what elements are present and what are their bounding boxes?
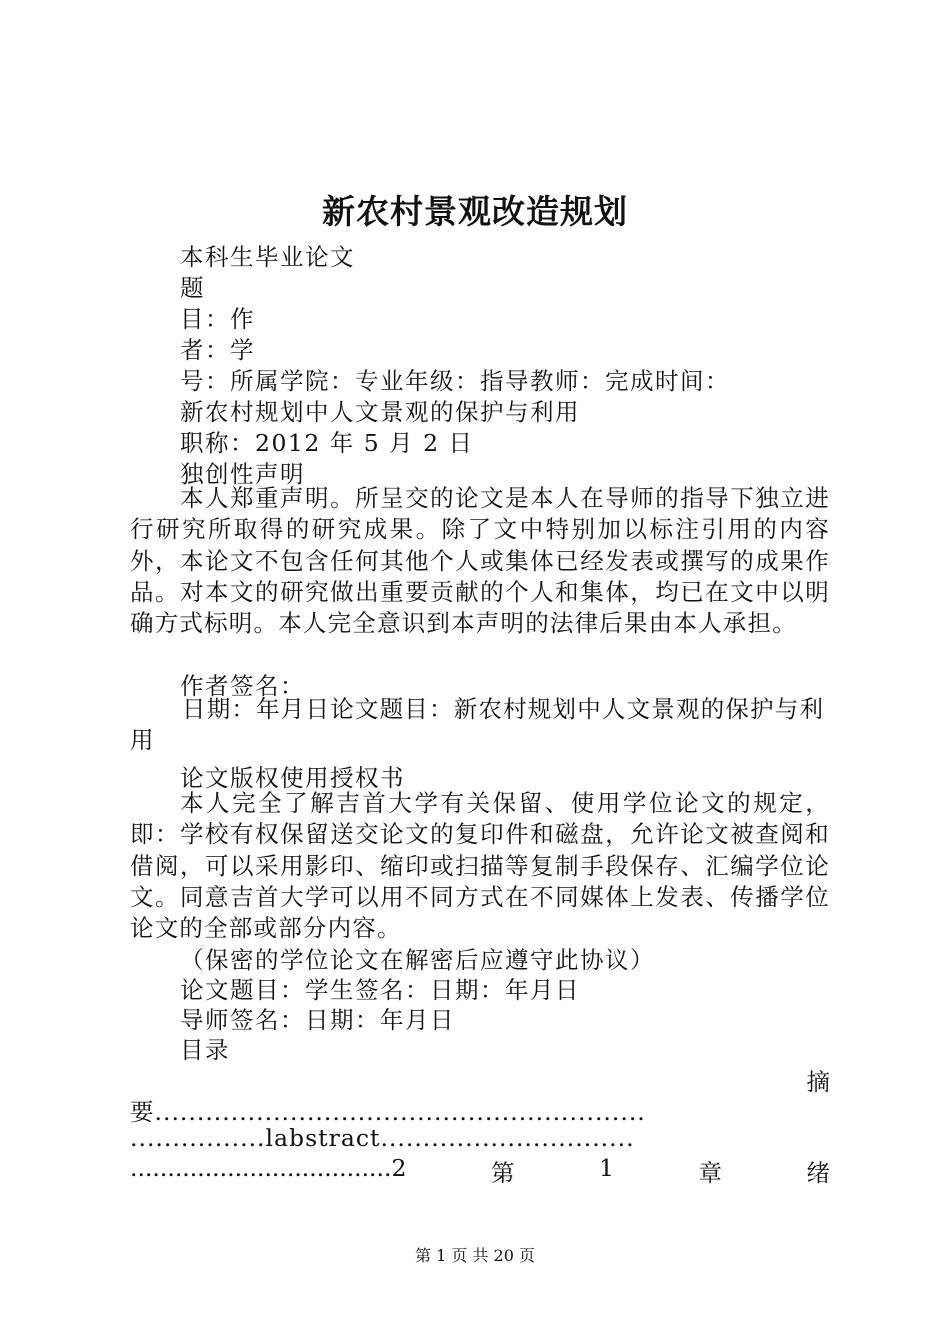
toc-chapter-word-4: 绪 [806,1159,830,1187]
originality-statement: 本人郑重声明。所呈交的论文是本人在导师的指导下独立进行研究所取得的研究成果。除了文中特别加以标注引用的内容外，本论文不包含任何其他个人或集体已经发表或撰写的成果作品。对本文的研究做出重要贡献的个人和集体，均已在文中以明确方式标明。本人完全意识到本声明的法律后果由本人承担。 [130,484,830,638]
field-student-label: 者：学 [180,336,255,364]
field-author-label: 目：作 [180,305,255,333]
author-signature: 作者签名： [180,672,305,700]
title-date: 职称：2012 年 5 月 2 日 [180,429,474,457]
toc-abstract-head: 摘 [806,1068,830,1096]
advisor-signature: 导师签名：日期：年月日 [180,1006,455,1034]
confidential-note: （保密的学位论文在解密后应遵守此协议） [180,946,655,974]
thesis-title: 新农村规划中人文景观的保护与利用 [180,398,580,426]
toc-abstract-en-entry: ................labstract.............................. [130,1124,635,1152]
page-footer: 第 1 页 共 20 页 [415,1246,535,1265]
document-title: 新农村景观改造规划 [322,192,628,231]
field-title-label: 题 [180,274,205,302]
toc-chapter-entry [130,1154,830,1188]
toc-heading: 目录 [180,1036,230,1064]
copyright-body: 本人完全了解吉首大学有关保留、使用学位论文的规定，即：学校有权保留送交论文的复印件和磁盘，允许论文被查阅和借阅，可以采用影印、缩印或扫描等复制手段保存、汇编学位论文。同意吉首大学可以用不同方式在不同媒体上发表、传播学位论文的全部或部分内容。 [130,789,830,943]
toc-abstract-entry: 要.......................................................... [130,1098,646,1126]
toc-chapter-word-3: 章 [698,1159,722,1187]
copyright-heading: 论文版权使用授权书 [180,764,405,792]
field-info-labels: 号：所属学院：专业年级：指导教师：完成时间： [180,367,730,395]
toc-chapter-word-2: 1 [598,1154,614,1182]
toc-chapter-dots: ...................................2 [130,1154,407,1182]
thesis-type: 本科生毕业论文 [180,243,355,271]
date-and-title: 日期：年月日论文题目：新农村规划中人文景观的保护与利用 [130,695,825,755]
originality-heading: 独创性声明 [180,460,305,488]
toc-chapter-word-1: 第 [490,1159,515,1187]
student-signature: 论文题目：学生签名：日期：年月日 [180,976,580,1004]
